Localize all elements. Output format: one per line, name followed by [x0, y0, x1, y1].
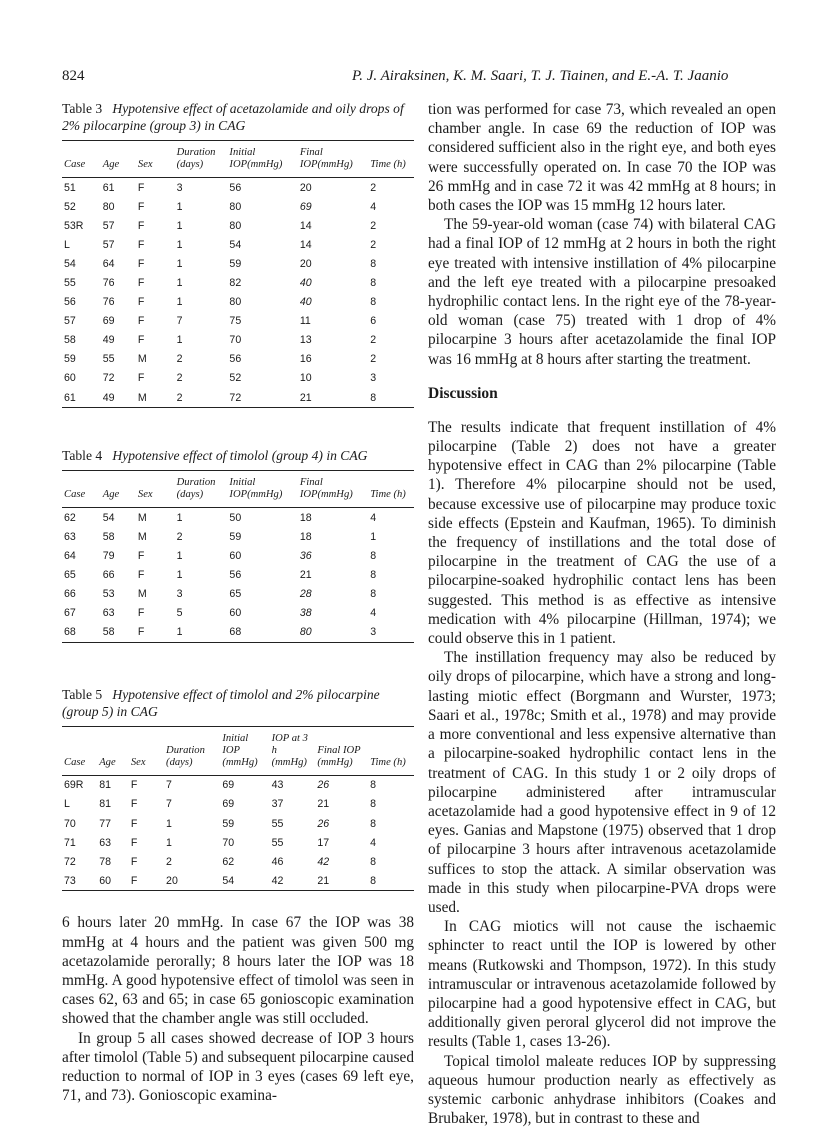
table-cell: 7	[166, 779, 172, 792]
table-cell: 8	[370, 798, 377, 811]
table-cell: 56	[64, 296, 76, 309]
table-cell: 57	[102, 219, 115, 232]
table-cell: 2	[176, 530, 183, 543]
table-cell: 1	[166, 836, 172, 849]
table-cell: 58	[101, 623, 136, 643]
table-cell: 65	[229, 588, 242, 601]
table-cell: F	[130, 855, 138, 868]
table-cell: F	[130, 779, 138, 792]
table-3-label: Table 3	[62, 101, 103, 116]
table-row	[62, 852, 414, 871]
table-cell: 49	[102, 334, 115, 347]
table-3-grid	[62, 140, 414, 408]
table-row	[62, 331, 414, 350]
table-cell: 10	[299, 372, 312, 385]
table-cell: 2	[370, 334, 377, 347]
table-cell: 73	[62, 871, 97, 891]
table-cell: F	[137, 219, 145, 232]
table-cell: 43	[271, 779, 284, 792]
table-cell: 59	[64, 353, 76, 366]
table-row	[62, 254, 414, 273]
table-cell: 1	[176, 200, 183, 213]
table-cell: 1	[176, 238, 183, 251]
table-cell: 1	[166, 817, 172, 830]
table-cell: 56	[229, 568, 242, 581]
table-cell: 42	[270, 871, 316, 891]
table-cell: F	[137, 315, 145, 328]
table-cell: 2	[370, 353, 377, 366]
table-cell: 71	[64, 836, 76, 849]
table-cell: 20	[164, 871, 220, 891]
table-cell: 1	[176, 334, 183, 347]
table-row	[62, 388, 414, 408]
table-cell: 2	[176, 353, 183, 366]
table-cell: 58	[102, 530, 115, 543]
table-cell: 61	[62, 388, 101, 408]
table-cell: 2	[370, 219, 377, 232]
table-cell: F	[137, 568, 145, 581]
right-paragraph-1: tion was performed for case 73, which revealed an open chamber angle. In case 69 the reduction of IOP was considered sufficient also in the right eye, and both eyes were successfully operated on. In case 70 the IOP was 26 mmHg and in case 72 it was 42 mmHg at 8 hours; in both cases the IOP was 15 mmHg 12 hours later.	[428, 101, 776, 215]
table-cell: 40	[299, 277, 312, 290]
table-row	[62, 775, 414, 795]
table-header-cell: Case	[62, 726, 97, 775]
table-header-cell: Duration (days)	[164, 726, 220, 775]
table-header-cell: Duration (days)	[175, 471, 228, 508]
table-cell: 1	[176, 549, 183, 562]
table-header-cell: Case	[62, 141, 101, 178]
table-row	[62, 814, 414, 833]
table-cell: 72	[227, 388, 297, 408]
table-4	[62, 447, 414, 643]
table-cell: 42	[317, 855, 330, 868]
table-cell: 36	[299, 549, 312, 562]
table-cell: 55	[64, 277, 76, 290]
table-cell: 50	[229, 511, 242, 524]
table-row	[62, 369, 414, 388]
table-cell: 69	[299, 200, 312, 213]
table-5	[62, 686, 414, 892]
table-cell: F	[130, 798, 138, 811]
table-cell: F	[137, 334, 145, 347]
table-cell: 4	[370, 607, 377, 620]
table-cell: 2	[166, 855, 172, 868]
table-cell: 64	[64, 549, 76, 562]
table-cell: 77	[99, 817, 111, 830]
table-cell: 57	[102, 238, 115, 251]
table-cell: 1	[176, 257, 183, 270]
table-4-title: Hypotensive effect of timolol (group 4) in CAG	[112, 448, 368, 464]
table-cell: F	[137, 257, 145, 270]
table-cell: 49	[101, 388, 136, 408]
table-cell: 62	[222, 855, 235, 868]
left-paragraph-1: 6 hours later 20 mmHg. In case 67 the IOP was 38 mmHg at 4 hours and the patient was given 500 mg acetazolamide perorally; 8 hours later the IOP was 18 mmHg. A good hypotensive effect of timolol was seen in cases 62, 63 and 65; in case 65 gonioscopic examination showed that the chamber angle was still occluded.	[62, 914, 414, 1028]
table-cell: 72	[102, 372, 115, 385]
table-cell: 69	[102, 315, 115, 328]
table-row	[62, 350, 414, 369]
table-cell: 8	[368, 871, 414, 891]
table-header-cell: Sex	[136, 141, 175, 178]
table-header-cell: Sex	[136, 471, 175, 508]
table-header-cell: IOP at 3 h (mmHg)	[270, 726, 316, 775]
table-cell: 63	[64, 530, 76, 543]
table-cell: 26	[317, 817, 330, 830]
table-row	[62, 527, 414, 546]
table-cell: 1	[176, 219, 183, 232]
table-cell: 56	[229, 353, 242, 366]
table-cell: 2	[370, 181, 377, 194]
table-cell: 81	[99, 798, 111, 811]
table-cell: 3	[368, 623, 414, 643]
table-cell: 16	[299, 353, 312, 366]
table-row	[62, 508, 414, 528]
table-4-caption	[62, 447, 414, 464]
table-cell: 55	[102, 353, 115, 366]
table-cell: 8	[370, 855, 377, 868]
table-cell: 4	[370, 200, 377, 213]
table-row	[62, 235, 414, 254]
table-cell: 70	[229, 334, 242, 347]
table-cell: 80	[229, 296, 242, 309]
table-row	[62, 604, 414, 623]
table-cell: 8	[370, 257, 377, 270]
table-row	[62, 623, 414, 643]
table-cell: 8	[368, 388, 414, 408]
discussion-heading: Discussion	[428, 384, 498, 402]
table-cell: 70	[222, 836, 235, 849]
right-paragraph-3: The results indicate that frequent instillation of 4% pilocarpine (Table 2) does not have a greater hypotensive effect in CAG than 2% pilocarpine (Table 1). Therefore 4% pilocarpine should not be used, because excessive use of pilocarpine may produce toxic side effects (Epstein and Kaufman, 1965). To diminish the frequency of instillations and the total dose of pilocarpine in the treatment of CAG the use of a pilocarpine-soaked hydrophilic contact lens has been suggested. This method is as effective as intensive medication with 4% pilocarpine (Hillman, 1974); we could observe this in 1 patient.	[428, 418, 776, 648]
table-cell: F	[137, 549, 145, 562]
table-cell: 8	[370, 588, 377, 601]
table-cell: 64	[102, 257, 115, 270]
table-cell: 37	[271, 798, 284, 811]
table-row	[62, 795, 414, 814]
table-cell: 53R	[64, 219, 84, 232]
table-cell: F	[137, 607, 145, 620]
table-cell: 2	[176, 372, 183, 385]
table-cell: 63	[99, 836, 111, 849]
table-cell: 18	[299, 530, 312, 543]
table-cell: 1	[370, 530, 377, 543]
table-cell: 11	[299, 315, 311, 328]
table-cell: F	[137, 238, 145, 251]
table-5-label: Table 5	[62, 686, 103, 702]
table-cell: 38	[299, 607, 312, 620]
table-row	[62, 178, 414, 198]
table-cell: 54	[64, 257, 76, 270]
table-cell: 46	[271, 855, 284, 868]
table-row	[62, 197, 414, 216]
table-cell: 28	[299, 588, 312, 601]
table-cell: 7	[176, 315, 183, 328]
table-cell: 1	[176, 511, 183, 524]
table-cell: F	[137, 277, 145, 290]
table-cell: M	[137, 353, 147, 366]
right-paragraph-6: Topical timolol maleate reduces IOP by suppressing aqueous humour production nearly as effectively as systemic carbonic anhydrase inhibitors (Coakes and Brubaker, 1978), but in contrast to these and	[428, 1052, 776, 1128]
table-header-cell: Age	[101, 141, 136, 178]
table-header-cell: Age	[97, 726, 129, 775]
table-cell: 62	[64, 511, 76, 524]
table-row	[62, 293, 414, 312]
table-4-label: Table 4	[62, 448, 103, 464]
table-3-caption	[62, 100, 414, 134]
table-cell: F	[137, 296, 145, 309]
table-cell: 55	[271, 817, 284, 830]
table-cell: 20	[299, 257, 312, 270]
table-cell: 14	[299, 238, 312, 251]
table-header-cell: Duration (days)	[175, 141, 228, 178]
table-cell: F	[130, 836, 138, 849]
table-3-title: Hypotensive effect of acetazolamide and oily drops of 2% pilocarpine (group 3) in CAG	[62, 101, 404, 133]
table-cell: 69	[222, 798, 235, 811]
table-cell: 20	[299, 181, 312, 194]
table-cell: 69	[222, 779, 235, 792]
table-header-cell: Initial IOP(mmHg)	[227, 471, 297, 508]
table-cell: 80	[229, 200, 242, 213]
table-cell: 59	[222, 817, 235, 830]
table-header-cell: Time (h)	[368, 141, 414, 178]
table-cell: 52	[229, 372, 242, 385]
table-row	[62, 871, 414, 891]
table-row	[62, 585, 414, 604]
table-cell: 6	[370, 315, 377, 328]
table-cell: 21	[315, 871, 368, 891]
right-paragraph-5: In CAG miotics will not cause the ischaemic sphincter to react until the IOP is lowered by other means (Rutkowski and Thompson, 1972). In this study intramuscular or intravenous acetazolamide followed by pilocarpine had a good hypotensive effect in CAG, but additionally given peroral glycerol did not improve the results (Table 1, cases 13-26).	[428, 918, 776, 1051]
table-cell: 59	[229, 530, 242, 543]
table-cell: F	[137, 181, 145, 194]
table-cell: 53	[102, 588, 115, 601]
table-cell: 60	[229, 607, 242, 620]
table-cell: 80	[298, 623, 368, 643]
table-cell: 1	[175, 623, 228, 643]
table-cell: F	[137, 372, 145, 385]
table-row	[62, 546, 414, 565]
table-cell: 3	[370, 372, 377, 385]
table-row	[62, 216, 414, 235]
table-4-grid	[62, 470, 414, 643]
table-header-cell: Age	[101, 471, 136, 508]
table-cell: 26	[317, 779, 330, 792]
table-cell: 68	[62, 623, 101, 643]
table-cell: 57	[64, 315, 76, 328]
table-cell: 21	[298, 388, 368, 408]
table-row	[62, 833, 414, 852]
left-paragraph-2: In group 5 all cases showed decrease of IOP 3 hours after timolol (Table 5) and subsequent pilocarpine caused reduction to normal of IOP in 3 eyes (cases 69 left eye, 71, and 73). Gonioscopic examina-	[62, 1029, 414, 1105]
table-cell: 8	[370, 549, 377, 562]
table-cell: 1	[176, 296, 183, 309]
table-cell: 8	[370, 296, 377, 309]
table-header-cell: Initial IOP (mmHg)	[220, 726, 269, 775]
table-cell: 79	[102, 549, 115, 562]
table-cell: F	[129, 871, 164, 891]
table-cell: 14	[299, 219, 312, 232]
table-cell: 61	[102, 181, 115, 194]
right-column	[428, 100, 776, 1128]
table-cell: 66	[102, 568, 115, 581]
table-header-cell: Initial IOP(mmHg)	[227, 141, 297, 178]
table-cell: 75	[229, 315, 242, 328]
right-paragraph-4: The instillation frequency may also be reduced by oily drops of pilocarpine, which have a strong and long-lasting miotic effect (Borgmann and Wurster, 1973; Saari et al., 1978c; Smith et al., 1978) and may provide a more conventional and less expensive alternative than a pilocarpine-soaked hydrophilic contact lens in the treatment of CAG. In this study 1 or 2 oily drops of pilocarpine administered after intramuscular acetazolamide had a good hypotensive effect in 9 of 12 eyes. Ganias and Mapstone (1975) observed that 1 drop of pilocarpine 3 hours after intravenous acetazolamide suffices to stop the attack. A similar observation was made in this study when pilocarpine-PVA drops were used.	[428, 649, 776, 916]
table-cell: 17	[317, 836, 330, 849]
table-cell: 3	[176, 181, 183, 194]
table-cell: 1	[176, 568, 183, 581]
table-cell: F	[136, 623, 175, 643]
table-cell: 63	[102, 607, 115, 620]
table-cell: 5	[176, 607, 183, 620]
table-cell: 60	[64, 372, 76, 385]
left-column	[62, 100, 414, 1105]
table-cell: 67	[64, 607, 76, 620]
table-cell: 3	[176, 588, 183, 601]
table-cell: 69R	[64, 779, 84, 792]
table-cell: 2	[175, 388, 228, 408]
table-header-cell: Sex	[129, 726, 164, 775]
table-cell: 66	[64, 588, 76, 601]
table-cell: 54	[102, 511, 115, 524]
table-cell: 4	[370, 836, 377, 849]
table-cell: L	[64, 238, 70, 251]
table-cell: 8	[370, 277, 377, 290]
table-cell: 52	[64, 200, 76, 213]
right-paragraph-2: The 59-year-old woman (case 74) with bilateral CAG had a final IOP of 12 mmHg at 2 hours in both the right eye treated with intensive instillation of 4% pilocarpine and the left eye treated with a pilocarpine presoaked hydrophilic contact lens. In the right eye of the 78-year-old woman (case 75) treated with 1 drop of 4% pilocarpine 3 hours after acetazolamide the final IOP was 16 mmHg at 8 hours after starting the treatment.	[428, 216, 776, 368]
table-header-cell: Final IOP(mmHg)	[298, 141, 368, 178]
table-cell: 1	[176, 277, 183, 290]
table-cell: 80	[102, 200, 115, 213]
table-row	[62, 312, 414, 331]
table-cell: F	[130, 817, 138, 830]
table-cell: 68	[227, 623, 297, 643]
table-row	[62, 273, 414, 292]
table-cell: 60	[97, 871, 129, 891]
table-cell: M	[137, 530, 147, 543]
table-cell: 8	[370, 568, 377, 581]
table-header-cell: Case	[62, 471, 101, 508]
table-cell: 76	[102, 296, 115, 309]
table-cell: 70	[64, 817, 76, 830]
table-cell: 72	[64, 855, 76, 868]
table-cell: 59	[229, 257, 242, 270]
table-cell: L	[64, 798, 70, 811]
table-cell: 80	[229, 219, 242, 232]
table-cell: 58	[64, 334, 76, 347]
table-cell: 55	[271, 836, 284, 849]
table-cell: 82	[229, 277, 242, 290]
table-5-caption	[62, 686, 414, 720]
table-cell: 8	[370, 817, 377, 830]
table-header-cell: Final IOP (mmHg)	[315, 726, 368, 775]
table-cell: 13	[299, 334, 312, 347]
table-row	[62, 565, 414, 584]
table-cell: 18	[299, 511, 312, 524]
table-cell: 40	[299, 296, 312, 309]
table-cell: 4	[370, 511, 377, 524]
table-header-cell: Final IOP(mmHg)	[298, 471, 368, 508]
table-cell: 54	[220, 871, 269, 891]
table-5-grid	[62, 726, 414, 892]
table-cell: M	[137, 511, 147, 524]
running-head: P. J. Airaksinen, K. M. Saari, T. J. Tiainen, and E.-A. T. Jaanio	[352, 68, 729, 84]
table-cell: 2	[370, 238, 377, 251]
table-cell: 7	[166, 798, 172, 811]
page-number: 824	[62, 68, 85, 84]
table-cell: 51	[64, 181, 76, 194]
table-cell: 78	[99, 855, 111, 868]
table-5-title: Hypotensive effect of timolol and 2% pilocarpine (group 5) in CAG	[62, 686, 380, 719]
table-header-cell: Time (h)	[368, 726, 414, 775]
table-header-cell: Time (h)	[368, 471, 414, 508]
table-cell: M	[137, 588, 147, 601]
table-cell: 65	[64, 568, 76, 581]
table-cell: M	[136, 388, 175, 408]
table-cell: 54	[229, 238, 242, 251]
table-cell: 56	[229, 181, 242, 194]
table-cell: 81	[99, 779, 111, 792]
table-cell: 21	[299, 568, 312, 581]
table-3	[62, 100, 414, 408]
table-cell: F	[137, 200, 145, 213]
table-cell: 8	[370, 779, 377, 792]
table-cell: 76	[102, 277, 115, 290]
table-cell: 60	[229, 549, 242, 562]
table-cell: 21	[317, 798, 330, 811]
